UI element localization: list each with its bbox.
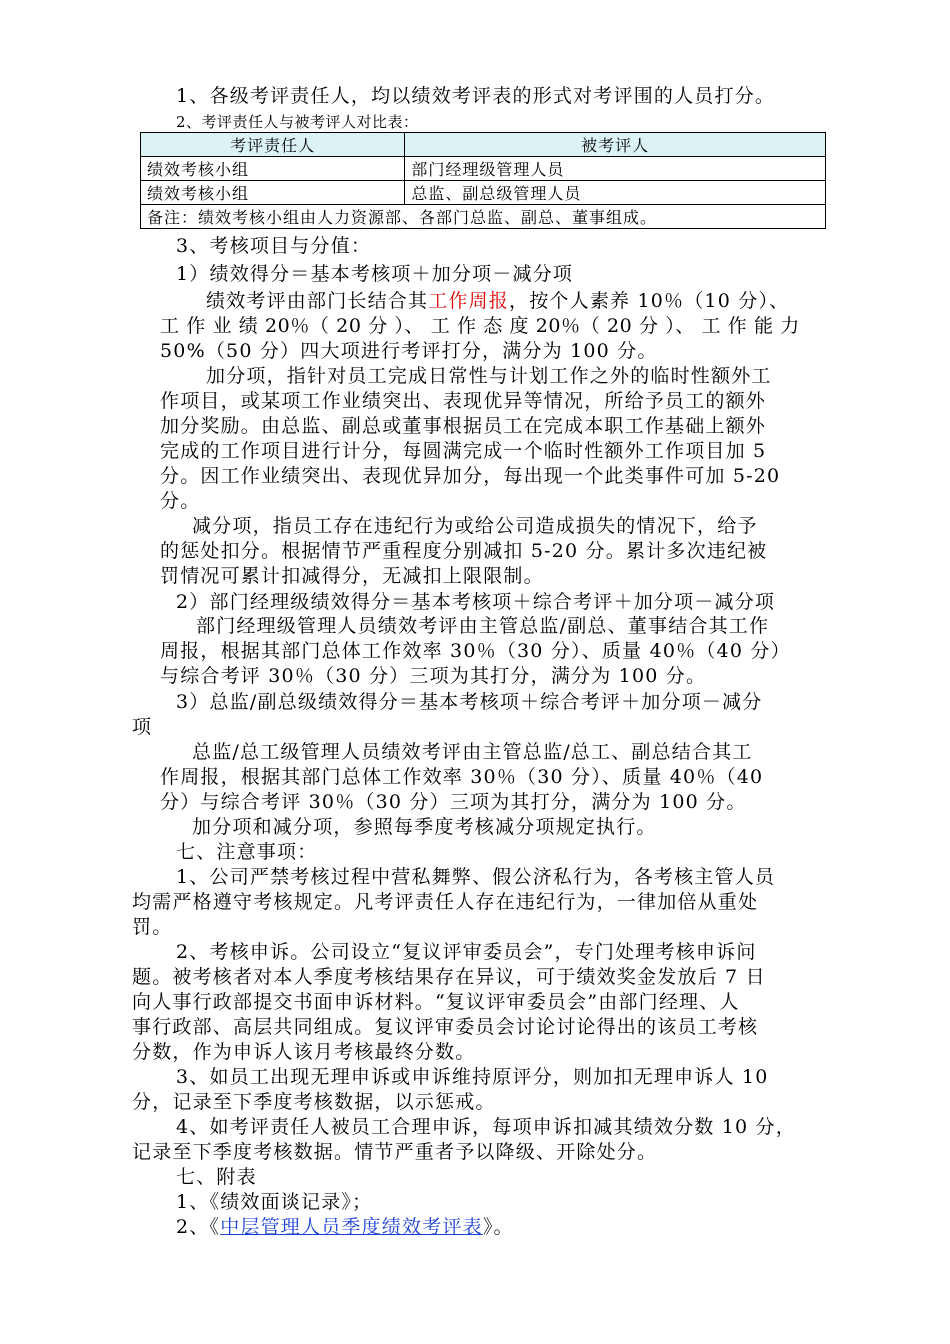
paragraph-line: 均需严格遵守考核规定。凡考评责任人存在违纪行为，一律加倍从重处 [132,891,759,913]
paragraph-line: 分）与综合考评 30％（30 分）三项为其打分，满分为 100 分。 [160,791,747,813]
text-span: 》。 [482,1216,514,1238]
paragraph-1: 1、各级考评责任人，均以绩效考评表的形式对考评围的人员打分。 [176,85,776,107]
text-span: 绩效考评由部门长结合其 [206,290,429,312]
table-row [141,181,826,205]
text-span: 2、《 [176,1216,221,1238]
paragraph-line: 4、如考评责任人被员工合理申诉，每项申诉扣减其绩效分数 10 分， [176,1116,796,1138]
table-cell: 绩效考核小组 [141,181,405,205]
paragraph-line: 题。被考核者对本人季度考核结果存在异议，可于绩效奖金发放后 7 日 [132,966,766,988]
paragraph-line: 记录至下季度考核数据。情节严重者予以降级、开除处分。 [132,1141,658,1163]
paragraph-line: 加分项，指针对员工完成日常性与计划工作之外的临时性额外工 [206,365,772,387]
paragraph-line: 事行政部、高层共同组成。复议评审委员会讨论讨论得出的该员工考核 [132,1016,759,1038]
paragraph-line: 3、如员工出现无理申诉或申诉维持原评分，则加扣无理申诉人 10 [176,1066,769,1088]
table-note-cell: 备注：绩效考核小组由人力资源部、各部门总监、副总、董事组成。 [141,205,826,229]
paragraph-line: 周报，根据其部门总体工作效率 30％（30 分）、质量 40％（40 分） [160,640,791,662]
formula-line: 2）部门经理级绩效得分＝基本考核项＋综合考评＋加分项－减分项 [176,591,776,613]
paragraph-line: 分。 [160,490,201,512]
table-cell: 部门经理级管理人员 [405,157,826,181]
comparison-table [140,132,826,229]
paragraph-line: 50%（50 分）四大项进行考评打分，满分为 100 分。 [160,340,658,362]
list-item: 1、《绩效面谈记录》； [176,1191,373,1213]
paragraph-line: 分，记录至下季度考核数据，以示惩戒。 [132,1091,496,1113]
paragraph-line: 部门经理级管理人员绩效考评由主管总监/副总、董事结合其工作 [196,615,770,637]
paragraph-line: 1、公司严禁考核过程中营私舞弊、假公济私行为，各考核主管人员 [176,866,776,888]
paragraph-line: 项 [132,716,153,738]
paragraph-line: 罚情况可累计扣减得分，无减扣上限限制。 [160,565,544,587]
table-cell: 绩效考核小组 [141,157,405,181]
section-heading: 七、附表 [176,1166,257,1188]
paragraph-line: 总监/总工级管理人员绩效考评由主管总监/总工、副总结合其工 [192,741,753,763]
paragraph-line: 2、考核申诉。公司设立“复议评审委员会”，专门处理考核申诉问 [176,941,757,963]
paragraph-line: 与综合考评 30％（30 分）三项为其打分，满分为 100 分。 [160,665,707,687]
paragraph-line: 作项目，或某项工作业绩突出、表现优异等情况，所给予员工的额外 [160,390,767,412]
paragraph-line [206,289,789,313]
paragraph-line: 完成的工作项目进行计分，每圆满完成一个临时性额外工作项目加 5 [160,440,767,462]
paragraph-line: 分。因工作业绩突出、表现优异加分，每出现一个此类事件可加 5-20 [160,465,781,487]
formula-line: 1）绩效得分＝基本考核项＋加分项－减分项 [176,263,574,285]
paragraph-line: 作周报，根据其部门总体工作效率 30％（30 分）、质量 40％（40 [160,766,764,788]
table-header-cell: 被考评人 [405,133,826,157]
appendix-link[interactable]: 中层管理人员季度绩效考评表 [220,1216,483,1238]
section-heading: 3、考核项目与分值： [176,235,372,257]
table-caption: 2、考评责任人与被考评人对比表： [176,113,419,131]
paragraph-line: 向人事行政部提交书面申诉材料。“复议评审委员会”由部门经理、人 [132,991,740,1013]
paragraph-line: 罚。 [132,916,173,938]
section-heading: 七、注意事项： [176,841,318,863]
table-header-cell: 考评责任人 [141,133,405,157]
paragraph-line: 加分项和减分项，参照每季度考核减分项规定执行。 [192,816,657,838]
highlighted-text: 工作周报 [428,290,510,312]
paragraph-line: 减分项，指员工存在违纪行为或给公司造成损失的情况下，给予 [192,515,758,537]
table-row [141,205,826,229]
text-span: ，按个人素养 10％（10 分）、 [509,290,790,312]
table-header-row [141,133,826,157]
list-item [176,1215,514,1239]
paragraph-line: 分数，作为申诉人该月考核最终分数。 [132,1041,476,1063]
table-cell: 总监、副总级管理人员 [405,181,826,205]
paragraph-line: 加分奖励。由总监、副总或董事根据员工在完成本职工作基础上额外 [160,415,767,437]
paragraph-line: 的惩处扣分。根据情节严重程度分别减扣 5-20 分。累计多次违纪被 [160,540,768,562]
paragraph-line: 工 作 业 绩 20％（ 20 分 ）、 工 作 态 度 20％（ 20 分 ）、 工 作 能 力 [160,315,800,337]
formula-line: 3）总监/副总级绩效得分＝基本考核项＋综合考评＋加分项－减分 [176,691,763,713]
table-row [141,157,826,181]
